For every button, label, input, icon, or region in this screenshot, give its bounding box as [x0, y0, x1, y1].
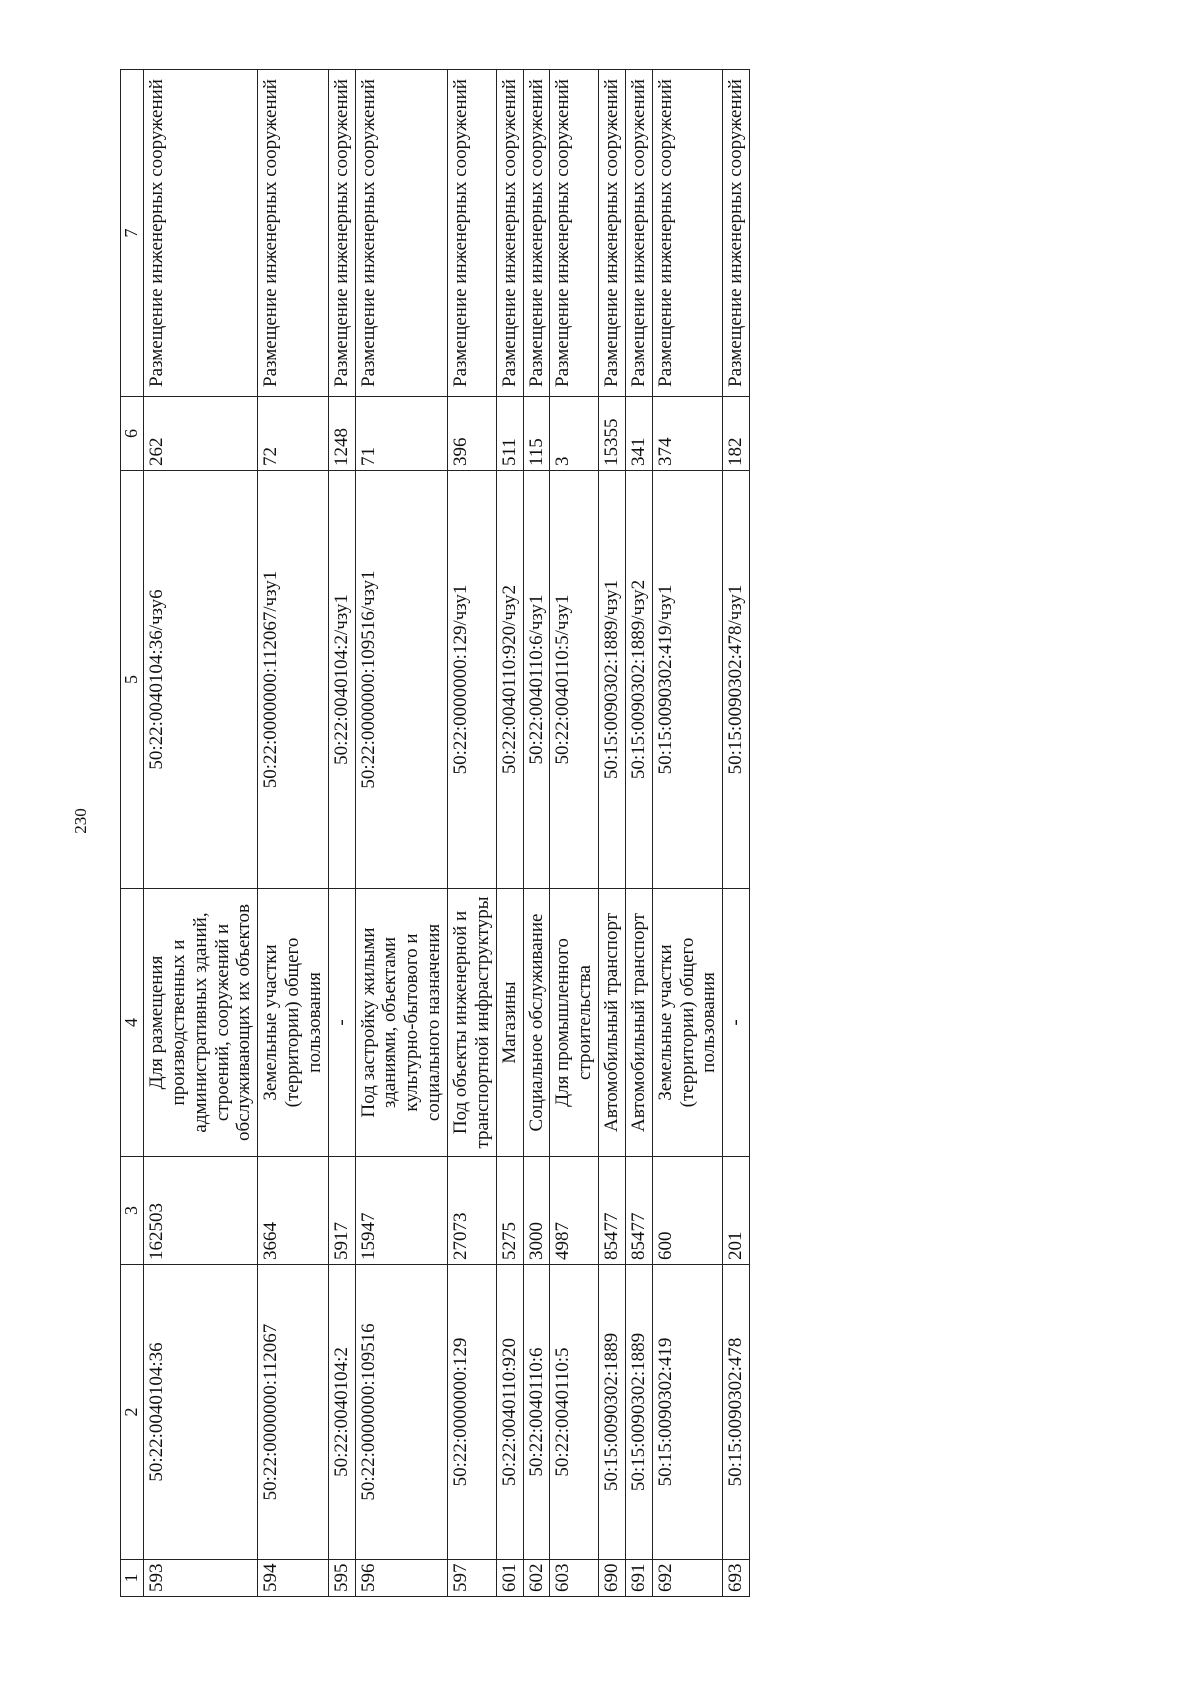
column-header: 6 — [121, 397, 144, 471]
column-header: 7 — [121, 70, 144, 397]
table-row — [523, 70, 550, 1597]
cadastral-number: 50:22:0000000:112067 — [258, 1265, 329, 1560]
parcel-area: 3000 — [523, 1157, 550, 1265]
permitted-use: Социальное обслуживание — [523, 889, 550, 1157]
purpose: Размещение инженерных сооружений — [496, 70, 523, 397]
column-header: 1 — [121, 1560, 144, 1597]
zone-area: 3 — [550, 397, 599, 471]
permitted-use: - — [328, 889, 355, 1157]
cadastral-number: 50:15:0090302:419 — [652, 1265, 723, 1560]
zone-area: 374 — [652, 397, 723, 471]
zone-area: 262 — [144, 397, 258, 471]
parcel-area: 85477 — [625, 1157, 652, 1265]
row-number: 596 — [355, 1560, 447, 1597]
table-row — [652, 70, 723, 1597]
permitted-use: Под объекты инженерной и транспортной инфраструктуры — [447, 889, 496, 1157]
zone-number: 50:22:0040104:36/чзу6 — [144, 471, 258, 889]
purpose: Размещение инженерных сооружений — [355, 70, 447, 397]
column-header: 3 — [121, 1157, 144, 1265]
cadastral-number: 50:15:0090302:478 — [723, 1265, 750, 1560]
row-number: 691 — [625, 1560, 652, 1597]
purpose: Размещение инженерных сооружений — [328, 70, 355, 397]
parcel-area: 201 — [723, 1157, 750, 1265]
zone-area: 341 — [625, 397, 652, 471]
table-row — [258, 70, 329, 1597]
parcels-table — [120, 69, 750, 1597]
row-number: 594 — [258, 1560, 329, 1597]
table-row — [496, 70, 523, 1597]
table-row — [355, 70, 447, 1597]
table-row — [625, 70, 652, 1597]
page-number: 230 — [71, 808, 90, 834]
table-row — [447, 70, 496, 1597]
table-row — [599, 70, 626, 1597]
row-number: 690 — [599, 1560, 626, 1597]
purpose: Размещение инженерных сооружений — [625, 70, 652, 397]
purpose: Размещение инженерных сооружений — [550, 70, 599, 397]
row-number: 603 — [550, 1560, 599, 1597]
zone-number: 50:22:0040110:6/чзу1 — [523, 471, 550, 889]
permitted-use: Под застройку жилыми зданиями, объектами культурно-бытового и социального назначения — [355, 889, 447, 1157]
permitted-use: Магазины — [496, 889, 523, 1157]
zone-area: 511 — [496, 397, 523, 471]
row-number: 593 — [144, 1560, 258, 1597]
table-row — [723, 70, 750, 1597]
table-row — [144, 70, 258, 1597]
permitted-use: - — [723, 889, 750, 1157]
purpose: Размещение инженерных сооружений — [723, 70, 750, 397]
header-row — [121, 70, 144, 1597]
permitted-use: Земельные участки (территории) общего пользования — [652, 889, 723, 1157]
purpose: Размещение инженерных сооружений — [599, 70, 626, 397]
zone-area: 1248 — [328, 397, 355, 471]
parcel-area: 85477 — [599, 1157, 626, 1265]
parcel-area: 3664 — [258, 1157, 329, 1265]
purpose: Размещение инженерных сооружений — [523, 70, 550, 397]
parcel-area: 600 — [652, 1157, 723, 1265]
row-number: 597 — [447, 1560, 496, 1597]
zone-number: 50:15:0090302:1889/чзу2 — [625, 471, 652, 889]
permitted-use: Автомобильный транспорт — [625, 889, 652, 1157]
cadastral-number: 50:22:0000000:129 — [447, 1265, 496, 1560]
parcel-area: 27073 — [447, 1157, 496, 1265]
column-header: 4 — [121, 889, 144, 1157]
zone-number: 50:22:0000000:109516/чзу1 — [355, 471, 447, 889]
zone-area: 115 — [523, 397, 550, 471]
cadastral-number: 50:22:0040110:920 — [496, 1265, 523, 1560]
row-number: 595 — [328, 1560, 355, 1597]
row-number: 693 — [723, 1560, 750, 1597]
zone-area: 71 — [355, 397, 447, 471]
table-row — [550, 70, 599, 1597]
rotated-table-container — [120, 70, 1097, 1597]
purpose: Размещение инженерных сооружений — [447, 70, 496, 397]
permitted-use: Автомобильный транспорт — [599, 889, 626, 1157]
cadastral-number: 50:15:0090302:1889 — [625, 1265, 652, 1560]
permitted-use: Для промышленного строительства — [550, 889, 599, 1157]
zone-number: 50:22:0040104:2/чзу1 — [328, 471, 355, 889]
permitted-use: Земельные участки (территории) общего пользования — [258, 889, 329, 1157]
zone-number: 50:15:0090302:419/чзу1 — [652, 471, 723, 889]
purpose: Размещение инженерных сооружений — [144, 70, 258, 397]
parcel-area: 5917 — [328, 1157, 355, 1265]
row-number: 601 — [496, 1560, 523, 1597]
zone-area: 396 — [447, 397, 496, 471]
row-number: 602 — [523, 1560, 550, 1597]
row-number: 692 — [652, 1560, 723, 1597]
table-row — [328, 70, 355, 1597]
column-header: 2 — [121, 1265, 144, 1560]
table-body — [144, 70, 750, 1597]
zone-number: 50:22:0000000:129/чзу1 — [447, 471, 496, 889]
zone-area: 182 — [723, 397, 750, 471]
cadastral-number: 50:22:0040104:36 — [144, 1265, 258, 1560]
zone-area: 15355 — [599, 397, 626, 471]
purpose: Размещение инженерных сооружений — [258, 70, 329, 397]
zone-area: 72 — [258, 397, 329, 471]
zone-number: 50:22:0040110:920/чзу2 — [496, 471, 523, 889]
cadastral-number: 50:15:0090302:1889 — [599, 1265, 626, 1560]
cadastral-number: 50:22:0000000:109516 — [355, 1265, 447, 1560]
cadastral-number: 50:22:0040110:5 — [550, 1265, 599, 1560]
zone-number: 50:22:0000000:112067/чзу1 — [258, 471, 329, 889]
zone-number: 50:22:0040110:5/чзу1 — [550, 471, 599, 889]
zone-number: 50:15:0090302:1889/чзу1 — [599, 471, 626, 889]
parcel-area: 5275 — [496, 1157, 523, 1265]
parcel-area: 162503 — [144, 1157, 258, 1265]
parcel-area: 15947 — [355, 1157, 447, 1265]
parcel-area: 4987 — [550, 1157, 599, 1265]
zone-number: 50:15:0090302:478/чзу1 — [723, 471, 750, 889]
permitted-use: Для размещения производственных и административных зданий, строений, сооружений и обслуживающих их объектов — [144, 889, 258, 1157]
purpose: Размещение инженерных сооружений — [652, 70, 723, 397]
cadastral-number: 50:22:0040110:6 — [523, 1265, 550, 1560]
column-header: 5 — [121, 471, 144, 889]
cadastral-number: 50:22:0040104:2 — [328, 1265, 355, 1560]
